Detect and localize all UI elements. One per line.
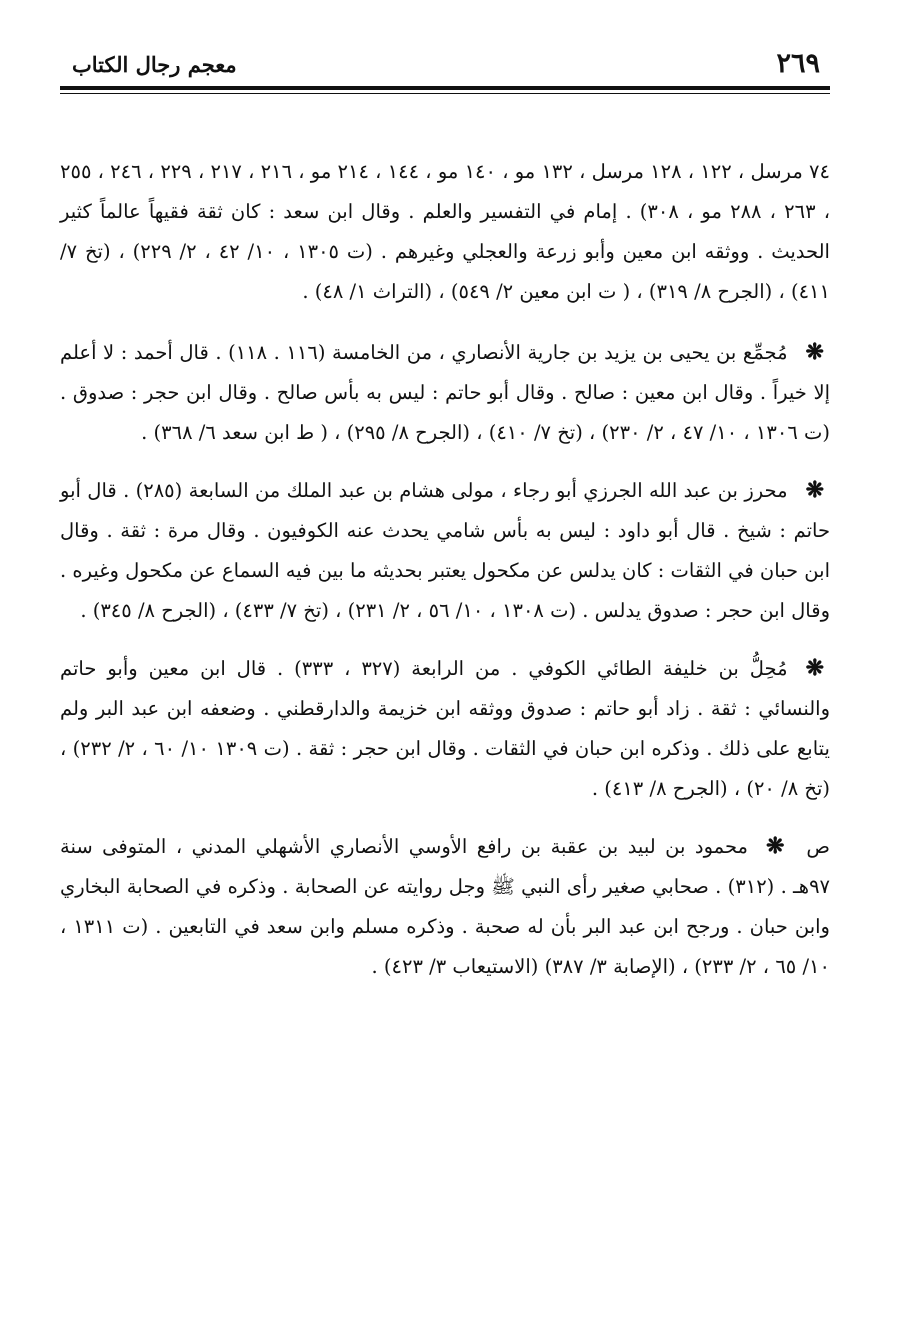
- entry-star-icon: ❋: [805, 655, 824, 681]
- entry-text: مُجمِّع بن يحيى بن يزيد بن جارية الأنصاري ، من الخامسة (١١٦ . ١١٨) . قال أحمد : لا أعلم إلا خيراً . وقال ابن معين : صالح . وقال أبو حاتم : ليس به بأس صالح . وقال ابن حجر : صدوق . (ت ١٣٠٦ ، ١٠/ ٤٧ ، ٢/ ٢٣٠) ، (تخ ٧/ ٤١٠) ، (الجرح ٨/ ٢٩٥) ، ( ط ابن سعد ٦/ ٣٦٨) .: [60, 341, 830, 444]
- entry-text: مُحِلُّ بن خليفة الطائي الكوفي . من الرابعة (٣٢٧ ، ٣٣٣) . قال ابن معين وأبو حاتم والنسائي : ثقة . زاد أبو حاتم : صدوق ووثقه ابن خزيمة والدارقطني . وضعفه ابن عبد البر ولم يتابع على ذلك . وذكره ابن حبان في الثقات . وقال ابن حجر : ثقة . (ت ١٣٠٩ ١٠/ ٦٠ ، ٢/ ٢٣٢) ، (تخ ٨/ ٢٠) ، (الجرح ٨/ ٤١٣) .: [60, 657, 830, 800]
- companion-mark: ص: [806, 835, 830, 858]
- page-header: [60, 40, 830, 88]
- entry-paragraph: [60, 470, 830, 631]
- page-body: [60, 152, 830, 1004]
- entry-star-icon: ❋: [805, 477, 824, 503]
- entry-star-icon: ❋: [805, 339, 824, 365]
- entry-paragraph: [60, 826, 830, 987]
- entry-text: ٧٤ مرسل ، ١٢٢ ، ١٢٨ مرسل ، ١٣٢ مو ، ١٤٠ مو ، ١٤٤ ، ٢١٤ مو ، ٢١٦ ، ٢١٧ ، ٢٢٩ ، ٢٤٦ ، ٢٥٥ ، ٢٦٣ ، ٢٨٨ مو ، ٣٠٨) . إمام في التفسير والعلم . وقال ابن سعد : كان ثقة فقيهاً عالماً كثير الحديث . ووثقه ابن معين وأبو زرعة والعجلي وغيرهم . (ت ١٣٠٥ ، ١٠/ ٤٢ ، ٢/ ٢٢٩) ، (تخ ٧/ ٤١١) ، (الجرح ٨/ ٣١٩) ، ( ت ابن معين ٢/ ٥٤٩) ، (التراث ١/ ٤٨) .: [60, 160, 830, 303]
- entry-text: محرز بن عبد الله الجرزي أبو رجاء ، مولى هشام بن عبد الملك من السابعة (٢٨٥) . قال أبو حاتم : شيخ . قال أبو داود : ليس به بأس شامي يحدث عنه الكوفيون . وقال مرة : ثقة . وقال ابن حبان في الثقات : كان يدلس عن مكحول يعتبر بحديثه ما بين فيه السماع عن مكحول وغيره . وقال ابن حجر : صدوق يدلس . (ت ١٣٠٨ ، ١٠/ ٥٦ ، ٢/ ٢٣١) ، (تخ ٧/ ٤٣٣) ، (الجرح ٨/ ٣٤٥) .: [60, 479, 830, 622]
- entry-paragraph: [60, 648, 830, 809]
- header-rule-thick: [60, 86, 830, 90]
- header-rule-thin: [60, 93, 830, 94]
- document-page: [60, 40, 830, 1320]
- entry-paragraph: [60, 332, 830, 453]
- entry-star-icon: ❋: [765, 833, 785, 859]
- entry-text: محمود بن لبيد بن عقبة بن رافع الأوسي الأنصاري الأشهلي المدني ، المتوفى سنة ٩٧هـ . (٣١٢) . صحابي صغير رأى النبي ﷺ وجل روايته عن الصحابة . وذكره في الصحابة البخاري وابن حبان . ورجح ابن عبد البر بأن له صحبة . وذكره مسلم وابن سعد في التابعين . (ت ١٣١١ ، ١٠/ ٦٥ ، ٢/ ٢٣٣) ، (الإصابة ٣/ ٣٨٧) (الاستيعاب ٣/ ٤٢٣) .: [60, 835, 831, 978]
- continuation-paragraph: [60, 152, 830, 312]
- page-number: ٢٦٩: [776, 48, 820, 79]
- running-title: معجم رجال الكتاب: [72, 52, 237, 77]
